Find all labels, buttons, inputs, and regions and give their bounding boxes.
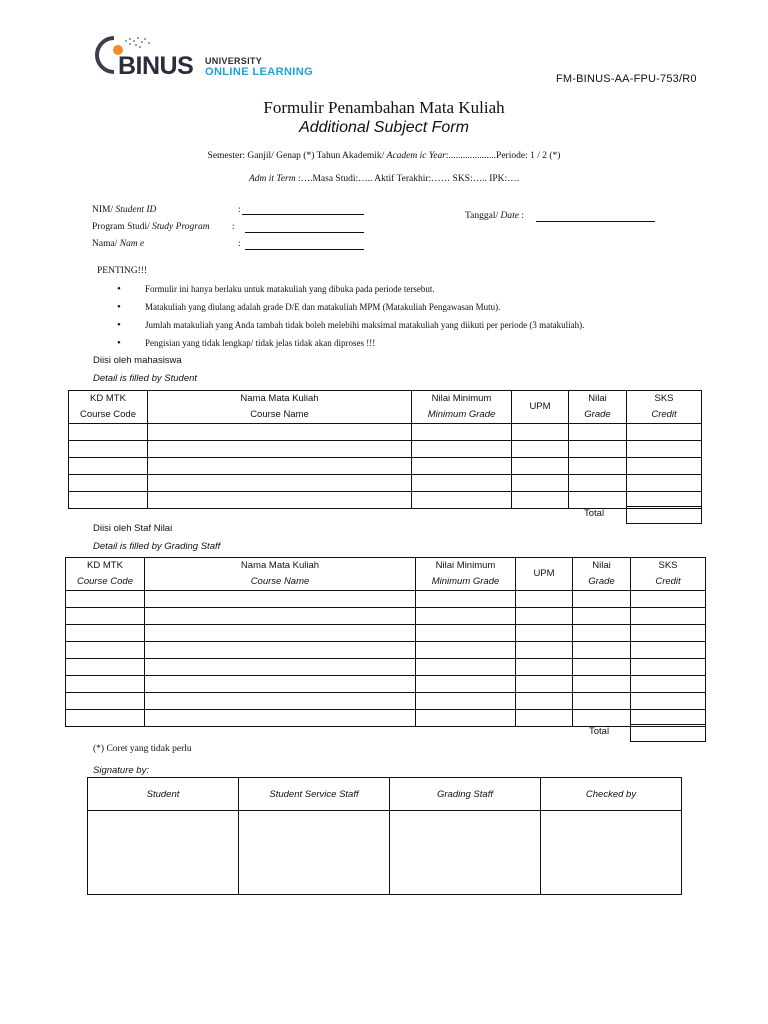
table-row: [69, 441, 702, 458]
table-cell[interactable]: [148, 424, 412, 441]
table-cell[interactable]: [516, 642, 573, 659]
table-cell[interactable]: [416, 676, 516, 693]
table-cell[interactable]: [69, 492, 148, 509]
period-text: :....................Periode: 1 / 2 (*): [445, 151, 561, 161]
col-course-code: KD MTK Course Code: [69, 391, 148, 424]
student-section-label: Diisi oleh mahasiswa: [93, 355, 182, 366]
nim-colon: :: [238, 205, 241, 215]
staff-course-table: [65, 557, 706, 727]
table-cell[interactable]: [627, 424, 702, 441]
table-cell[interactable]: [631, 591, 706, 608]
table-cell[interactable]: [145, 676, 416, 693]
table-cell[interactable]: [66, 676, 145, 693]
signature-table: [87, 777, 682, 895]
staff-total-box[interactable]: [630, 724, 706, 742]
signature-by-label: Signature by:: [93, 765, 149, 776]
table-cell[interactable]: [416, 625, 516, 642]
table-cell[interactable]: [416, 710, 516, 727]
important-heading: PENTING!!!: [97, 266, 148, 276]
strike-note: (*) Coret yang tidak perlu: [93, 744, 192, 754]
note-item: • Matakuliah yang diulang adalah grade D/E dan matakuliah MPM (Matakuliah Pengawasan Mutu).: [117, 302, 584, 320]
table-cell[interactable]: [145, 608, 416, 625]
table-cell[interactable]: [145, 642, 416, 659]
student-section-label-en: Detail is filled by Student: [93, 373, 198, 384]
table-cell[interactable]: [573, 642, 631, 659]
table-cell[interactable]: [69, 424, 148, 441]
table-cell[interactable]: [148, 475, 412, 492]
signature-box-row: [88, 811, 682, 895]
table-row: [69, 458, 702, 475]
table-cell[interactable]: [569, 441, 627, 458]
signature-service-staff-header: Student Service Staff: [239, 778, 390, 811]
table-cell[interactable]: [516, 608, 573, 625]
table-row: [66, 710, 706, 727]
col-credit: SKS Credit: [631, 558, 706, 591]
table-cell[interactable]: [631, 659, 706, 676]
signature-box-service-staff[interactable]: [239, 811, 390, 895]
table-cell[interactable]: [412, 492, 512, 509]
table-cell[interactable]: [569, 475, 627, 492]
table-cell[interactable]: [627, 441, 702, 458]
table-row: [66, 642, 706, 659]
col-course-name: Nama Mata Kuliah Course Name: [148, 391, 412, 424]
col-course-code: KD MTK Course Code: [66, 558, 145, 591]
table-cell[interactable]: [573, 625, 631, 642]
note-item: • Formulir ini hanya berlaku untuk matakuliah yang dibuka pada periode tersebut.: [117, 284, 584, 302]
nim-label: NIM/ Student ID: [92, 205, 157, 215]
table-cell[interactable]: [66, 642, 145, 659]
table-row: [66, 608, 706, 625]
form-title-english: Additional Subject Form: [299, 119, 469, 136]
table-cell[interactable]: [412, 441, 512, 458]
signature-grading-staff-header: Grading Staff: [390, 778, 541, 811]
student-course-table: [68, 390, 702, 509]
semester-line: [0, 151, 768, 161]
signature-header-row: [88, 778, 682, 811]
table-cell[interactable]: [573, 591, 631, 608]
semester-text: Semester: Ganjil/ Genap (*) Tahun Akademik/: [207, 151, 385, 161]
name-label: Nama/ Nam e: [92, 239, 145, 249]
admit-details-text: :….Masa Studi:….. Aktif Terakhir:…… SKS:….. IPK:….: [297, 174, 520, 184]
logo-university-text: UNIVERSITY: [205, 56, 263, 66]
table-row: [66, 591, 706, 608]
table-cell[interactable]: [516, 693, 573, 710]
signature-student-header: Student: [88, 778, 239, 811]
table-cell[interactable]: [631, 625, 706, 642]
prodi-colon: :: [232, 222, 235, 232]
student-total-label: Total: [584, 508, 605, 519]
table-cell[interactable]: [627, 475, 702, 492]
logo-online-learning-text: ONLINE LEARNING: [205, 66, 314, 78]
table-cell[interactable]: [145, 591, 416, 608]
name-colon: :: [238, 239, 241, 249]
table-cell[interactable]: [569, 492, 627, 509]
table-cell[interactable]: [573, 693, 631, 710]
table-cell[interactable]: [66, 625, 145, 642]
table-cell[interactable]: [66, 659, 145, 676]
table-cell[interactable]: [412, 458, 512, 475]
admit-term-label: Adm it Term: [248, 174, 296, 184]
table-cell[interactable]: [412, 475, 512, 492]
date-input[interactable]: [536, 210, 655, 222]
table-header-row: [69, 391, 702, 424]
table-cell[interactable]: [516, 659, 573, 676]
table-cell[interactable]: [148, 492, 412, 509]
table-cell[interactable]: [66, 710, 145, 727]
table-cell[interactable]: [512, 475, 569, 492]
table-cell[interactable]: [412, 424, 512, 441]
logo-brand-text: BINUS: [118, 52, 194, 80]
staff-section-label-en: Detail is filled by Grading Staff: [93, 541, 221, 552]
table-cell[interactable]: [145, 659, 416, 676]
table-cell[interactable]: [66, 608, 145, 625]
table-cell[interactable]: [416, 693, 516, 710]
table-cell[interactable]: [512, 441, 569, 458]
col-course-name: Nama Mata Kuliah Course Name: [145, 558, 416, 591]
date-label: Tanggal/ Date :: [465, 211, 524, 221]
table-cell[interactable]: [573, 659, 631, 676]
table-row: [66, 693, 706, 710]
signature-box-student[interactable]: [88, 811, 239, 895]
table-cell[interactable]: [66, 693, 145, 710]
col-grade: Nilai Grade: [573, 558, 631, 591]
table-row: [66, 659, 706, 676]
table-cell[interactable]: [66, 591, 145, 608]
table-cell[interactable]: [145, 710, 416, 727]
table-row: [69, 492, 702, 509]
table-cell[interactable]: [631, 676, 706, 693]
signature-box-checked-by[interactable]: [541, 811, 682, 895]
student-total-box[interactable]: [626, 506, 702, 524]
table-cell[interactable]: [148, 441, 412, 458]
table-cell[interactable]: [516, 625, 573, 642]
table-cell[interactable]: [512, 492, 569, 509]
academic-year-label: Academ ic Year: [386, 151, 446, 161]
note-item: • Pengisian yang tidak lengkap/ tidak jelas tidak akan diproses !!!: [117, 338, 584, 356]
table-cell[interactable]: [516, 710, 573, 727]
table-cell[interactable]: [148, 458, 412, 475]
col-minimum-grade: Nilai Minimum Minimum Grade: [412, 391, 512, 424]
important-notes-list: [117, 284, 584, 356]
col-grade: Nilai Grade: [569, 391, 627, 424]
table-row: [69, 475, 702, 492]
col-credit: SKS Credit: [627, 391, 702, 424]
staff-section-label: Diisi oleh Staf Nilai: [93, 523, 173, 534]
table-cell[interactable]: [416, 642, 516, 659]
table-cell[interactable]: [145, 693, 416, 710]
table-cell[interactable]: [512, 424, 569, 441]
form-code: FM-BINUS-AA-FPU-753/R0: [556, 73, 697, 85]
col-upm: UPM: [512, 391, 569, 424]
table-cell[interactable]: [631, 642, 706, 659]
table-cell[interactable]: [512, 458, 569, 475]
table-cell[interactable]: [569, 424, 627, 441]
name-input[interactable]: [245, 238, 364, 250]
table-row: [66, 676, 706, 693]
nim-input[interactable]: [242, 203, 364, 215]
table-header-row: [66, 558, 706, 591]
table-cell[interactable]: [69, 475, 148, 492]
table-cell[interactable]: [416, 591, 516, 608]
col-upm: UPM: [516, 558, 573, 591]
form-title-indonesian: Formulir Penambahan Mata Kuliah: [263, 98, 505, 117]
table-cell[interactable]: [573, 676, 631, 693]
note-item: • Jumlah matakuliah yang Anda tambah tidak boleh melebihi maksimal matakuliah yang diikuti per periode (3 matakuliah).: [117, 320, 584, 338]
admit-line: [0, 174, 768, 184]
table-row: [66, 625, 706, 642]
table-cell[interactable]: [627, 458, 702, 475]
table-cell[interactable]: [569, 458, 627, 475]
table-cell[interactable]: [145, 625, 416, 642]
table-cell[interactable]: [573, 710, 631, 727]
prodi-label: Program Studi/ Study Program: [92, 222, 210, 232]
table-row: [69, 424, 702, 441]
table-cell[interactable]: [69, 441, 148, 458]
study-program-input[interactable]: [245, 221, 364, 233]
table-cell[interactable]: [416, 659, 516, 676]
table-cell[interactable]: [416, 608, 516, 625]
table-cell[interactable]: [573, 608, 631, 625]
signature-checked-by-header: Checked by: [541, 778, 682, 811]
table-cell[interactable]: [516, 676, 573, 693]
table-cell[interactable]: [516, 591, 573, 608]
signature-box-grading-staff[interactable]: [390, 811, 541, 895]
staff-total-label: Total: [589, 726, 610, 737]
table-cell[interactable]: [631, 608, 706, 625]
table-cell[interactable]: [631, 693, 706, 710]
table-cell[interactable]: [69, 458, 148, 475]
col-minimum-grade: Nilai Minimum Minimum Grade: [416, 558, 516, 591]
